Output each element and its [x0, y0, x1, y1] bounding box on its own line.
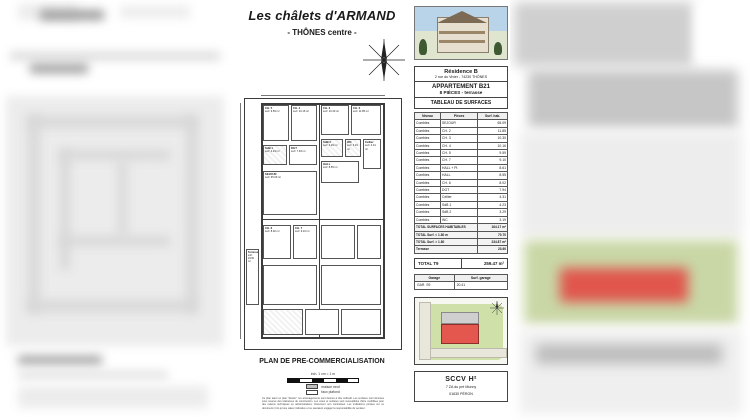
room-ch7: CH. 7 surf. 9.10 m²	[293, 225, 317, 259]
cell-area: 4.31	[478, 194, 508, 201]
cell-area: 9.59	[478, 150, 508, 157]
cell-area: 8.61	[478, 164, 508, 171]
total-value: 234.87 m²	[478, 238, 508, 245]
total-label: TOTAL Surf. < 1.80 m	[415, 231, 478, 238]
surface-col-room: Pièces	[441, 113, 478, 120]
room-sdb1: SdB 1 surf. 4.23 m²	[263, 145, 287, 165]
garage-header-row	[415, 274, 508, 281]
residence-info-box	[414, 66, 508, 109]
room-wc: WC surf. 3.19 m²	[345, 139, 361, 157]
room-extra-b	[357, 225, 381, 259]
legend-swatch-icon	[306, 384, 318, 389]
cell-room: SEJOUR	[441, 120, 478, 127]
cell-room: WC	[441, 216, 478, 223]
residence-row	[415, 67, 507, 82]
cell-level: Combles	[415, 135, 441, 142]
room-sejour: SEJOUR surf. 65.09 m²	[263, 171, 317, 215]
room-ch5: CH. 5 surf. 9.59 m²	[263, 105, 289, 141]
cell-area: 10.16	[478, 142, 508, 149]
blurred-left-panel	[0, 0, 232, 420]
cell-area: 11.85	[478, 127, 508, 134]
room-ch4: CH. 4 surf. 10.16 m²	[291, 105, 317, 141]
cell-level: Combles	[415, 216, 441, 223]
room-extra-a	[321, 225, 355, 259]
cell-level: Combles	[415, 194, 441, 201]
legend-label: maison neuf	[321, 384, 340, 389]
cell-area: 4.23	[478, 201, 508, 208]
table-row	[415, 201, 508, 208]
cell-room: SdB 2	[441, 209, 478, 216]
page-subtitle: - THÔNES centre -	[287, 28, 357, 37]
table-row	[415, 127, 508, 134]
residence-name: Résidence B	[444, 69, 478, 75]
compass-icon	[360, 36, 408, 84]
total-value: 164.17 m²	[478, 224, 508, 231]
cell-area: 9.10	[478, 157, 508, 164]
cell-level: Combles	[415, 150, 441, 157]
garage-cell-name: GAR. S9	[415, 282, 455, 289]
plan-caption: PLAN DE PRE-COMMERCIALISATION	[259, 358, 385, 365]
cell-area: 3.29	[478, 209, 508, 216]
table-row	[415, 157, 508, 164]
cell-room: CH. 5	[441, 150, 478, 157]
legend-item-1	[262, 390, 384, 395]
garage-col-area: Surf. garage	[454, 274, 507, 281]
surface-table	[414, 112, 508, 254]
scale-label: éch. 1 cm = 1 m	[310, 372, 336, 376]
cell-level: Combles	[415, 179, 441, 186]
cell-area: 8.55	[478, 172, 508, 179]
cell-room: HALL + Pl.	[441, 164, 478, 171]
total-label: TOTAL SURFACES HABITABLES	[415, 224, 478, 231]
surface-table-title-row	[415, 98, 507, 108]
room-sdb2: SdB 2 surf. 3.29 m²	[321, 139, 343, 157]
cell-area: 7.94	[478, 187, 508, 194]
surface-table-header-row	[415, 113, 508, 120]
site-plan	[414, 297, 508, 365]
cell-level: Combles	[415, 187, 441, 194]
cell-area: 3.19	[478, 216, 508, 223]
promoter-address-2: 01630 PÉRON	[449, 391, 473, 396]
legend-item-0	[262, 384, 384, 389]
garage-col-name: Garage	[415, 274, 455, 281]
table-row	[415, 209, 508, 216]
apartment-type: 8 PIÈCES - terrasse	[439, 90, 483, 95]
garage-table	[414, 274, 508, 290]
cell-level: Combles	[415, 172, 441, 179]
room-extra-g	[341, 309, 381, 335]
cell-area: 65.09	[478, 120, 508, 127]
apartment-name: APPARTEMENT B21	[432, 84, 490, 90]
legend	[262, 372, 384, 410]
surface-col-area: Surf. hab.	[478, 113, 508, 120]
total-label: Terrasse	[415, 246, 478, 253]
total-box	[414, 258, 508, 269]
total-value: 23.60	[478, 246, 508, 253]
room-extra-e	[263, 309, 303, 335]
cell-room: CH. 6	[441, 179, 478, 186]
cell-room: SdB 1	[441, 201, 478, 208]
room-extra-d	[321, 265, 381, 305]
total-label: TOTAL Surf. > 1.80	[415, 238, 478, 245]
table-row	[415, 216, 508, 223]
cell-room: Cellier	[441, 194, 478, 201]
cell-room: CH. 4	[441, 142, 478, 149]
room-terrasse: Terrasse surf. 23.60 m²	[246, 249, 259, 305]
promoter-name: SCCV H²	[445, 375, 477, 383]
legend-label: faux plafond	[321, 390, 340, 394]
cell-level: Combles	[415, 127, 441, 134]
table-row	[415, 172, 508, 179]
cell-level: Combles	[415, 142, 441, 149]
room-extra-c	[263, 265, 317, 305]
room-ch6: CH. 6 surf. 8.02 m²	[263, 225, 291, 259]
table-row	[415, 194, 508, 201]
cell-room: CH. 7	[441, 157, 478, 164]
scale-bar	[287, 378, 359, 383]
legend-disclaimer: Ce plan étant un plan "illustré", les aménagements sont donnés à titre indicatif. Les surfaces sont données sous réserve des tolérances de construction. Les cotes et surfaces sont susceptibles d'être modifiées pour des raisons techniques ou administratives. Document non contractuel. Les indications portées sur ce document n'ont qu'une valeur indicative et ne sauraient engager la responsabilité du vendeur.	[262, 396, 384, 410]
cell-room: DGT	[441, 187, 478, 194]
table-row	[415, 142, 508, 149]
table-row	[415, 120, 508, 127]
room-ch2: CH. 2 surf. 11.85 m²	[351, 105, 381, 135]
legend-swatch-icon	[306, 390, 318, 395]
floor-plan	[244, 98, 402, 350]
cell-room: HALL	[441, 172, 478, 179]
table-row	[415, 179, 508, 186]
surface-table-title: TABLEAU DE SURFACES	[430, 100, 492, 106]
cell-room: CH. 2	[441, 127, 478, 134]
building-photo	[414, 6, 508, 60]
table-row	[415, 135, 508, 142]
cell-level: Combles	[415, 201, 441, 208]
cell-level: Combles	[415, 209, 441, 216]
room-extra-f	[305, 309, 339, 335]
promoter-box	[414, 371, 508, 402]
cell-level: Combles	[415, 164, 441, 171]
cell-area: 10.30	[478, 135, 508, 142]
table-total-row	[415, 231, 508, 238]
room-hall: HALL surf. 8.55 m²	[321, 161, 359, 183]
cell-level: Combles	[415, 120, 441, 127]
garage-cell-area: 20.41	[454, 282, 507, 289]
site-compass-icon	[489, 300, 505, 316]
table-total-row	[415, 238, 508, 245]
room-ch3: CH. 3 surf. 10.30 m²	[321, 105, 349, 135]
grand-total-value: 259.47 m²	[483, 260, 504, 266]
total-value: 70.70	[478, 231, 508, 238]
table-row	[415, 187, 508, 194]
table-row	[415, 150, 508, 157]
apartment-row	[415, 82, 507, 98]
page-title: Les châlets d'ARMAND	[248, 8, 396, 23]
cell-level: Combles	[415, 157, 441, 164]
table-total-row	[415, 224, 508, 231]
table-row	[415, 164, 508, 171]
table-row	[415, 282, 508, 289]
cell-area: 8.02	[478, 179, 508, 186]
blurred-right-panel	[510, 0, 750, 420]
room-dgt: DGT surf. 7.94 m²	[289, 145, 317, 165]
promoter-address-1: 7 ZA du pré Munny	[445, 384, 477, 389]
room-cellier: Cellier surf. 4.31 m²	[363, 139, 381, 169]
residence-address: 2 rue du Vivier - 74230 THÔNES	[434, 75, 488, 79]
info-column	[414, 6, 508, 402]
plan-area	[232, 0, 412, 420]
table-total-row	[415, 246, 508, 253]
surface-col-level: Niveau	[415, 113, 441, 120]
cell-room: CH. 3	[441, 135, 478, 142]
grand-total-label: TOTAL T9	[415, 259, 462, 268]
